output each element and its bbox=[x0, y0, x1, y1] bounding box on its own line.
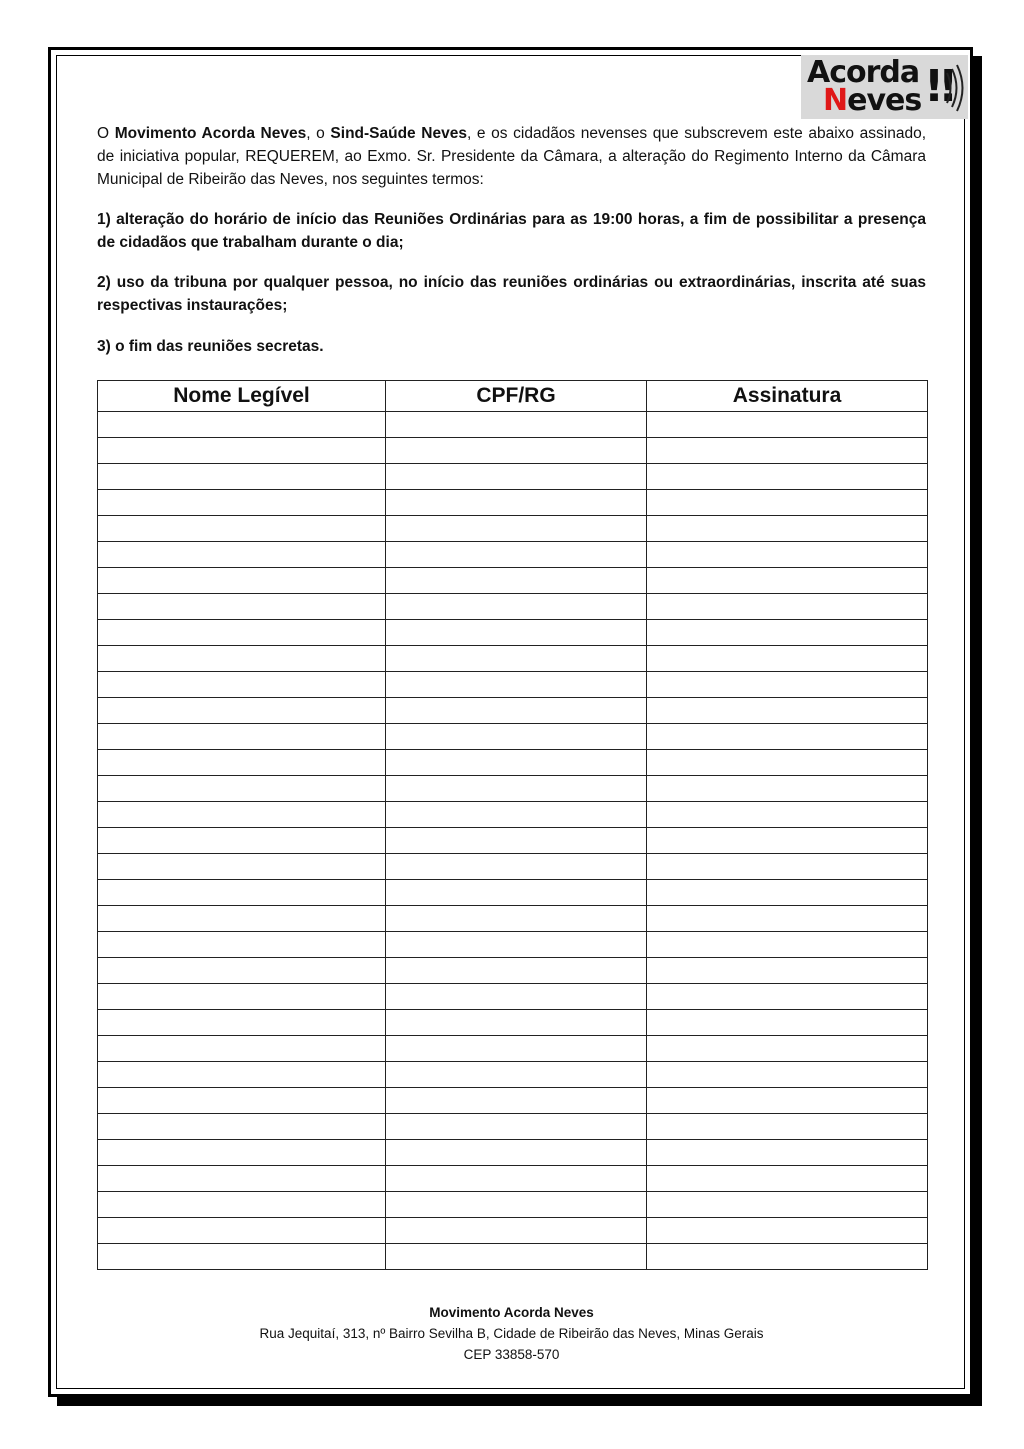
table-row bbox=[98, 672, 928, 698]
cell-cpf-rg bbox=[386, 854, 647, 880]
sound-waves-icon bbox=[945, 63, 967, 113]
cell-assinatura bbox=[647, 1218, 928, 1244]
table-row bbox=[98, 412, 928, 438]
cell-nome bbox=[98, 1166, 386, 1192]
cell-assinatura bbox=[647, 750, 928, 776]
footer-cep: CEP 33858-570 bbox=[463, 1347, 560, 1362]
cell-cpf-rg bbox=[386, 984, 647, 1010]
cell-assinatura bbox=[647, 568, 928, 594]
signature-table-body bbox=[98, 412, 928, 1270]
term-1: 1) alteração do horário de início das Reuniões Ordinárias para as 19:00 horas, a fim de possibilitar a presença de cidadãos que trabalham durante o dia; bbox=[97, 211, 926, 251]
cell-nome bbox=[98, 672, 386, 698]
footer-address: Rua Jequitaí, 313, nº Bairro Sevilha B, Cidade de Ribeirão das Neves, Minas Gerais bbox=[259, 1326, 764, 1341]
table-row bbox=[98, 932, 928, 958]
logo-line2-first-letter: N bbox=[823, 83, 848, 118]
cell-nome bbox=[98, 750, 386, 776]
cell-assinatura bbox=[647, 1244, 928, 1270]
logo-line2 bbox=[823, 85, 921, 117]
cell-assinatura bbox=[647, 672, 928, 698]
cell-cpf-rg bbox=[386, 1036, 647, 1062]
table-row bbox=[98, 1114, 928, 1140]
cell-nome bbox=[98, 854, 386, 880]
header-nome-legivel: Nome Legível bbox=[98, 381, 386, 412]
cell-assinatura bbox=[647, 646, 928, 672]
cell-assinatura bbox=[647, 594, 928, 620]
cell-nome bbox=[98, 620, 386, 646]
table-row bbox=[98, 1244, 928, 1270]
cell-assinatura bbox=[647, 880, 928, 906]
intro-union-name: Sind-Saúde Neves bbox=[330, 125, 467, 142]
table-row bbox=[98, 1192, 928, 1218]
table-row bbox=[98, 984, 928, 1010]
term-2: 2) uso da tribuna por qualquer pessoa, no início das reuniões ordinárias ou extraordinárias, inscrita até suas respectivas instaurações; bbox=[97, 274, 926, 314]
cell-assinatura bbox=[647, 776, 928, 802]
cell-nome bbox=[98, 1088, 386, 1114]
table-row bbox=[98, 1166, 928, 1192]
logo-line2-rest: eves bbox=[847, 83, 922, 118]
cell-cpf-rg bbox=[386, 1192, 647, 1218]
cell-assinatura bbox=[647, 1114, 928, 1140]
intro-text-2: , e os cidadãos nevenses que subscrevem este abaixo assinado, de iniciativa popular, REQUEREM, ao Exmo. Sr. Presidente da Câmara, a alteração do Regimento Interno da Câmara Municipal de Ribeirão das Neves, nos seguintes termos: bbox=[97, 125, 926, 188]
cell-cpf-rg bbox=[386, 1010, 647, 1036]
header-assinatura: Assinatura bbox=[647, 381, 928, 412]
cell-assinatura bbox=[647, 932, 928, 958]
table-row bbox=[98, 464, 928, 490]
cell-assinatura bbox=[647, 984, 928, 1010]
table-row bbox=[98, 802, 928, 828]
table-row bbox=[98, 620, 928, 646]
cell-nome bbox=[98, 412, 386, 438]
cell-nome bbox=[98, 1140, 386, 1166]
cell-assinatura bbox=[647, 1166, 928, 1192]
cell-assinatura bbox=[647, 906, 928, 932]
cell-cpf-rg bbox=[386, 880, 647, 906]
table-row bbox=[98, 776, 928, 802]
table-row bbox=[98, 438, 928, 464]
cell-assinatura bbox=[647, 828, 928, 854]
cell-assinatura bbox=[647, 854, 928, 880]
table-row bbox=[98, 542, 928, 568]
table-row bbox=[98, 568, 928, 594]
cell-nome bbox=[98, 1244, 386, 1270]
acorda-neves-logo bbox=[801, 55, 968, 119]
cell-nome bbox=[98, 1192, 386, 1218]
cell-nome bbox=[98, 802, 386, 828]
cell-nome bbox=[98, 1036, 386, 1062]
cell-nome bbox=[98, 438, 386, 464]
intro-text-1: , o bbox=[306, 125, 331, 142]
cell-nome bbox=[98, 698, 386, 724]
cell-cpf-rg bbox=[386, 1062, 647, 1088]
cell-cpf-rg bbox=[386, 568, 647, 594]
table-row bbox=[98, 594, 928, 620]
term-3: 3) o fim das reuniões secretas. bbox=[97, 338, 324, 355]
cell-cpf-rg bbox=[386, 464, 647, 490]
cell-nome bbox=[98, 1218, 386, 1244]
cell-nome bbox=[98, 932, 386, 958]
cell-nome bbox=[98, 984, 386, 1010]
cell-assinatura bbox=[647, 542, 928, 568]
cell-cpf-rg bbox=[386, 620, 647, 646]
table-row bbox=[98, 958, 928, 984]
cell-nome bbox=[98, 906, 386, 932]
table-header-row bbox=[98, 381, 928, 412]
cell-assinatura bbox=[647, 412, 928, 438]
cell-nome bbox=[98, 776, 386, 802]
cell-assinatura bbox=[647, 698, 928, 724]
cell-cpf-rg bbox=[386, 438, 647, 464]
cell-nome bbox=[98, 646, 386, 672]
cell-assinatura bbox=[647, 1010, 928, 1036]
cell-assinatura bbox=[647, 438, 928, 464]
cell-assinatura bbox=[647, 620, 928, 646]
cell-cpf-rg bbox=[386, 516, 647, 542]
cell-assinatura bbox=[647, 1140, 928, 1166]
cell-assinatura bbox=[647, 724, 928, 750]
table-row bbox=[98, 1218, 928, 1244]
cell-cpf-rg bbox=[386, 1114, 647, 1140]
table-row bbox=[98, 906, 928, 932]
cell-cpf-rg bbox=[386, 698, 647, 724]
cell-nome bbox=[98, 1114, 386, 1140]
cell-cpf-rg bbox=[386, 490, 647, 516]
logo-line1: Acorda bbox=[807, 55, 920, 90]
table-row bbox=[98, 1036, 928, 1062]
table-row bbox=[98, 750, 928, 776]
cell-cpf-rg bbox=[386, 1244, 647, 1270]
cell-assinatura bbox=[647, 516, 928, 542]
cell-assinatura bbox=[647, 1192, 928, 1218]
header-cpf-rg: CPF/RG bbox=[386, 381, 647, 412]
intro-org-name: Movimento Acorda Neves bbox=[114, 125, 307, 142]
intro-text-0: O bbox=[97, 125, 115, 142]
cell-nome bbox=[98, 594, 386, 620]
cell-assinatura bbox=[647, 464, 928, 490]
table-row bbox=[98, 698, 928, 724]
table-row bbox=[98, 490, 928, 516]
cell-assinatura bbox=[647, 490, 928, 516]
cell-nome bbox=[98, 490, 386, 516]
footer bbox=[97, 1302, 926, 1365]
cell-cpf-rg bbox=[386, 958, 647, 984]
table-row bbox=[98, 516, 928, 542]
logo-exclamation: !! bbox=[924, 61, 953, 112]
cell-cpf-rg bbox=[386, 646, 647, 672]
intro-paragraph bbox=[97, 122, 926, 191]
table-row bbox=[98, 1140, 928, 1166]
cell-assinatura bbox=[647, 958, 928, 984]
cell-cpf-rg bbox=[386, 776, 647, 802]
cell-assinatura bbox=[647, 1062, 928, 1088]
footer-org: Movimento Acorda Neves bbox=[429, 1305, 594, 1320]
cell-assinatura bbox=[647, 1036, 928, 1062]
cell-cpf-rg bbox=[386, 594, 647, 620]
cell-nome bbox=[98, 568, 386, 594]
table-row bbox=[98, 724, 928, 750]
cell-cpf-rg bbox=[386, 828, 647, 854]
table-row bbox=[98, 1010, 928, 1036]
cell-nome bbox=[98, 958, 386, 984]
cell-assinatura bbox=[647, 802, 928, 828]
signature-table bbox=[97, 380, 928, 1270]
cell-cpf-rg bbox=[386, 932, 647, 958]
cell-nome bbox=[98, 1062, 386, 1088]
table-row bbox=[98, 854, 928, 880]
cell-cpf-rg bbox=[386, 672, 647, 698]
cell-cpf-rg bbox=[386, 1088, 647, 1114]
cell-nome bbox=[98, 542, 386, 568]
cell-cpf-rg bbox=[386, 412, 647, 438]
cell-cpf-rg bbox=[386, 906, 647, 932]
table-row bbox=[98, 880, 928, 906]
cell-nome bbox=[98, 880, 386, 906]
cell-cpf-rg bbox=[386, 802, 647, 828]
cell-nome bbox=[98, 724, 386, 750]
cell-nome bbox=[98, 828, 386, 854]
table-row bbox=[98, 646, 928, 672]
cell-cpf-rg bbox=[386, 1218, 647, 1244]
cell-nome bbox=[98, 464, 386, 490]
cell-cpf-rg bbox=[386, 724, 647, 750]
cell-assinatura bbox=[647, 1088, 928, 1114]
table-row bbox=[98, 1062, 928, 1088]
cell-cpf-rg bbox=[386, 750, 647, 776]
table-row bbox=[98, 1088, 928, 1114]
cell-cpf-rg bbox=[386, 1166, 647, 1192]
cell-nome bbox=[98, 516, 386, 542]
cell-cpf-rg bbox=[386, 542, 647, 568]
table-row bbox=[98, 828, 928, 854]
cell-cpf-rg bbox=[386, 1140, 647, 1166]
cell-nome bbox=[98, 1010, 386, 1036]
